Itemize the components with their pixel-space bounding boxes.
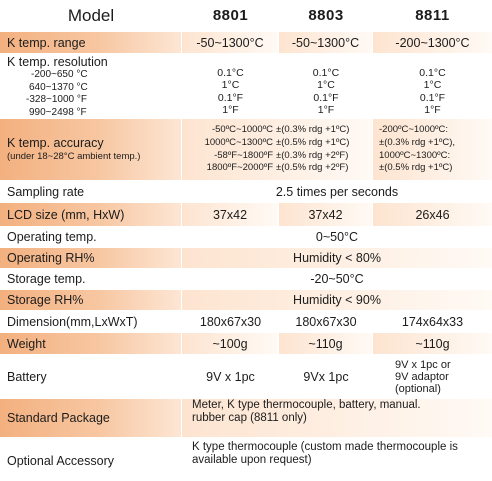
dimension-label: Dimension(mm,LxWxT) — [7, 314, 138, 329]
weight-8811: ~110g — [415, 336, 450, 351]
model-8801: 8801 — [212, 7, 249, 24]
op-temp-label: Operating temp. — [7, 230, 97, 244]
res-range-4: 990~2498 °F — [29, 106, 87, 118]
model-8803: 8803 — [308, 7, 344, 24]
accuracy-8801-8803: -50ºC~1000ºC 1000ºC~1300ºC -58ºF~1800ºF 1800ºF~2000ºF ±(0.3% rdg +1ºC) ±(0.5% rdg +1ºC) ±(0.3% rdg +2ºF) ±(0.5% rdg +2ºF) — [182, 119, 373, 180]
res-range-1: -200~650 °C — [31, 69, 88, 80]
weight-label: Weight — [0, 333, 182, 354]
weight-8803: ~110g — [308, 336, 343, 351]
model-label: Model — [67, 5, 115, 25]
lcd-row — [0, 203, 492, 226]
accuracy-8811: -200ºC~1000ºC: ±(0.3% rdg +1ºC), 1000ºC~1300ºC: ±(0.5% rdg +1ºC) — [373, 119, 492, 180]
accessory-label: Optional Accessory — [7, 454, 114, 468]
dimension-8803: 180x67x30 — [295, 314, 357, 329]
battery-row — [0, 355, 492, 398]
weight-row — [0, 333, 492, 354]
lcd-label: LCD size (mm, HxW) — [0, 203, 182, 226]
k-range-row — [0, 32, 492, 53]
package-value: Meter, K type thermocouple, battery, manual. rubber cap (8811 only) — [182, 399, 492, 437]
package-label: Standard Package — [0, 399, 182, 437]
accessory-row — [0, 441, 492, 481]
op-rh-value: Humidity < 80% — [182, 248, 492, 268]
k-range-label: K temp. range — [0, 32, 182, 53]
lcd-8801: 37x42 — [212, 207, 248, 222]
dimension-row — [0, 311, 492, 332]
accessory-value: K type thermocouple (custom made thermocouple is available upon request) — [192, 441, 458, 466]
sampling-row — [0, 181, 492, 202]
st-rh-value: Humidity < 90% — [182, 290, 492, 310]
op-temp-row — [0, 227, 492, 247]
header-row — [0, 0, 492, 31]
sampling-value: 2.5 times per seconds — [275, 184, 399, 199]
k-range-8803: -50~1300°C — [291, 35, 360, 50]
k-range-8801: -50~1300°C — [196, 35, 264, 50]
k-accuracy-label: K temp. accuracy — [7, 135, 104, 150]
k-range-8811: -200~1300°C — [395, 35, 470, 50]
res-range-2: 640~1370 °C — [29, 81, 88, 93]
res-range-3: -328~1000 °F — [26, 94, 87, 106]
lcd-8803: 37x42 — [308, 207, 343, 222]
battery-8803: 9Vx 1pc — [303, 369, 349, 384]
k-accuracy-sublabel: (under 18~28°C ambient temp.) — [7, 150, 141, 162]
st-temp-label: Storage temp. — [7, 272, 86, 286]
op-rh-row — [0, 248, 492, 268]
op-rh-label: Operating RH% — [0, 248, 182, 268]
res-col-8801: 0.1°C 1°C 0.1°F 1°F — [217, 66, 244, 117]
model-8811: 8811 — [415, 7, 450, 24]
k-resolution-label: K temp. resolution — [7, 55, 108, 69]
dimension-8811: 174x64x33 — [401, 314, 464, 329]
package-row — [0, 399, 492, 437]
op-temp-value: 0~50°C — [315, 230, 359, 244]
sampling-label: Sampling rate — [7, 184, 85, 199]
battery-label: Battery — [7, 369, 47, 384]
battery-8801: 9V x 1pc — [206, 369, 255, 384]
res-col-8803: 0.1°C 1°C 0.1°F 1°F — [312, 66, 340, 117]
dimension-8801: 180x67x30 — [199, 314, 262, 329]
st-temp-value: -20~50°C — [310, 272, 364, 286]
k-resolution-row — [0, 55, 492, 118]
st-temp-row — [0, 269, 492, 289]
k-accuracy-row — [0, 119, 492, 180]
weight-8801: ~100g — [212, 336, 248, 351]
st-rh-row — [0, 290, 492, 310]
battery-8811: 9V x 1pc or 9V adaptor (optional) — [395, 358, 451, 395]
res-col-8811: 0.1°C 1°C 0.1°F 1°F — [419, 66, 446, 117]
lcd-8811: 26x46 — [415, 207, 450, 222]
st-rh-label: Storage RH% — [0, 290, 182, 310]
